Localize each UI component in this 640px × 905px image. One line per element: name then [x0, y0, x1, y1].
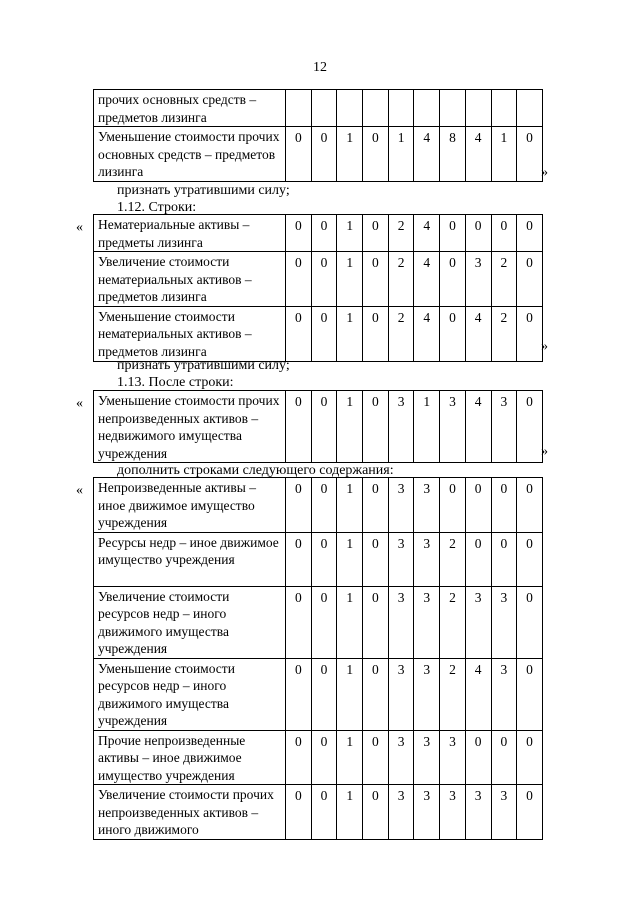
code-digit: 3 [491, 586, 517, 658]
code-digit: 0 [465, 730, 491, 785]
code-digit: 2 [388, 215, 414, 252]
code-digit: 0 [311, 478, 337, 533]
code-digit: 3 [388, 658, 414, 730]
code-digit: 0 [311, 586, 337, 658]
row-name: Увеличение стоимости ресурсов недр – иного движимого имущества учреждения [94, 586, 286, 658]
code-digit: 3 [414, 730, 440, 785]
paragraph-text: дополнить строками следующего содержания: [117, 463, 394, 478]
code-digit: 0 [517, 730, 543, 785]
code-digit [517, 90, 543, 127]
code-digit: 1 [337, 306, 363, 361]
code-digit [388, 90, 414, 127]
code-digit: 1 [337, 391, 363, 463]
table-row [94, 391, 543, 463]
code-digit: 4 [465, 391, 491, 463]
code-digit: 4 [414, 306, 440, 361]
code-digit: 1 [337, 252, 363, 307]
code-digit: 2 [388, 252, 414, 307]
code-digit: 3 [440, 785, 466, 840]
table-row [94, 306, 543, 361]
code-digit: 3 [388, 391, 414, 463]
code-digit: 0 [363, 306, 389, 361]
row-name: прочих основных средств – предметов лизинга [94, 90, 286, 127]
code-digit: 3 [465, 252, 491, 307]
code-digit: 0 [440, 215, 466, 252]
code-digit: 0 [363, 127, 389, 182]
code-digit: 1 [414, 391, 440, 463]
code-digit: 0 [286, 658, 312, 730]
code-digit: 0 [311, 532, 337, 586]
page-number: 12 [313, 60, 327, 75]
code-digit [363, 90, 389, 127]
code-digit: 0 [491, 215, 517, 252]
code-digit: 3 [414, 658, 440, 730]
code-digit: 3 [465, 785, 491, 840]
row-name: Уменьшение стоимости ресурсов недр – иного движимого имущества учреждения [94, 658, 286, 730]
code-digit: 4 [414, 215, 440, 252]
code-digit: 0 [311, 306, 337, 361]
code-digit: 0 [363, 730, 389, 785]
code-digit: 0 [286, 532, 312, 586]
code-digit: 0 [517, 478, 543, 533]
code-digit: 1 [337, 730, 363, 785]
code-digit: 3 [388, 785, 414, 840]
code-digit: 1 [337, 215, 363, 252]
code-digit [491, 90, 517, 127]
code-digit: 8 [440, 127, 466, 182]
table-movable-property-rows [93, 477, 543, 840]
opening-quote: « [76, 220, 83, 235]
table-row [94, 730, 543, 785]
code-digit: 0 [311, 215, 337, 252]
row-name: Нематериальные активы – предметы лизинга [94, 215, 286, 252]
table-row [94, 785, 543, 840]
code-digit: 0 [517, 306, 543, 361]
row-name: Прочие непроизведенные активы – иное движимое имущество учреждения [94, 730, 286, 785]
code-digit: 1 [337, 785, 363, 840]
code-digit: 3 [414, 586, 440, 658]
row-name: Увеличение стоимости нематериальных активов – предметов лизинга [94, 252, 286, 307]
table-row [94, 252, 543, 307]
code-digit: 0 [491, 730, 517, 785]
code-digit: 0 [440, 478, 466, 533]
code-digit [286, 90, 312, 127]
code-digit: 3 [388, 730, 414, 785]
code-digit: 0 [286, 391, 312, 463]
opening-quote: « [76, 396, 83, 411]
row-name: Уменьшение стоимости прочих основных средств – предметов лизинга [94, 127, 286, 182]
code-digit: 3 [440, 391, 466, 463]
code-digit: 0 [311, 391, 337, 463]
table-row [94, 90, 543, 127]
code-digit: 1 [388, 127, 414, 182]
code-digit: 1 [491, 127, 517, 182]
code-digit: 0 [286, 586, 312, 658]
code-digit: 0 [311, 785, 337, 840]
code-digit: 0 [286, 785, 312, 840]
paragraph-text: признать утратившими силу; [117, 358, 290, 373]
paragraph-text: признать утратившими силу; [117, 183, 290, 198]
code-digit: 2 [388, 306, 414, 361]
code-digit: 0 [311, 658, 337, 730]
code-digit: 0 [311, 730, 337, 785]
code-digit: 0 [465, 478, 491, 533]
code-digit: 0 [286, 215, 312, 252]
table-row [94, 532, 543, 586]
closing-quote: » [541, 444, 548, 459]
code-digit [440, 90, 466, 127]
code-digit: 0 [363, 532, 389, 586]
table-row [94, 658, 543, 730]
code-digit: 2 [491, 306, 517, 361]
clause-heading: 1.13. После строки: [117, 375, 234, 390]
code-digit: 1 [337, 478, 363, 533]
code-digit: 0 [286, 306, 312, 361]
clause-heading: 1.12. Строки: [117, 200, 197, 215]
code-digit: 3 [414, 785, 440, 840]
code-digit: 1 [337, 532, 363, 586]
code-digit: 0 [363, 658, 389, 730]
code-digit: 0 [491, 478, 517, 533]
code-digit: 0 [311, 252, 337, 307]
code-digit: 0 [363, 785, 389, 840]
code-digit: 0 [363, 215, 389, 252]
code-digit: 3 [388, 532, 414, 586]
code-digit: 0 [517, 658, 543, 730]
code-digit [465, 90, 491, 127]
code-digit: 0 [517, 586, 543, 658]
code-digit [311, 90, 337, 127]
code-digit: 3 [491, 785, 517, 840]
code-digit: 4 [465, 658, 491, 730]
code-digit: 3 [388, 478, 414, 533]
row-name: Непроизведенные активы – иное движимое имущество учреждения [94, 478, 286, 533]
code-digit: 0 [311, 127, 337, 182]
code-digit: 0 [363, 252, 389, 307]
code-digit [414, 90, 440, 127]
row-name: Уменьшение стоимости нематериальных активов – предметов лизинга [94, 306, 286, 361]
code-digit: 3 [491, 391, 517, 463]
table-non-produced-assets-reduction [93, 390, 543, 463]
code-digit: 0 [465, 532, 491, 586]
code-digit: 3 [414, 478, 440, 533]
code-digit: 1 [337, 127, 363, 182]
code-digit: 0 [465, 215, 491, 252]
code-digit: 2 [491, 252, 517, 307]
code-digit: 0 [286, 478, 312, 533]
code-digit: 0 [286, 730, 312, 785]
code-digit: 4 [465, 306, 491, 361]
code-digit: 2 [440, 532, 466, 586]
row-name: Увеличение стоимости прочих непроизведенных активов – иного движимого [94, 785, 286, 840]
code-digit: 2 [440, 658, 466, 730]
code-digit: 3 [491, 658, 517, 730]
code-digit: 0 [517, 127, 543, 182]
table-leasing-fixed-assets [93, 89, 543, 182]
code-digit: 0 [363, 586, 389, 658]
table-intangible-assets [93, 214, 543, 362]
code-digit: 3 [465, 586, 491, 658]
code-digit: 0 [517, 391, 543, 463]
row-name: Ресурсы недр – иное движимое имущество учреждения [94, 532, 286, 586]
table-row [94, 127, 543, 182]
table-row [94, 586, 543, 658]
closing-quote: » [541, 165, 548, 180]
code-digit: 4 [414, 252, 440, 307]
code-digit: 0 [517, 252, 543, 307]
code-digit: 0 [517, 215, 543, 252]
opening-quote: « [76, 483, 83, 498]
row-name: Уменьшение стоимости прочих непроизведенных активов – недвижимого имущества учреждения [94, 391, 286, 463]
code-digit: 4 [414, 127, 440, 182]
closing-quote: » [541, 339, 548, 354]
code-digit: 0 [517, 785, 543, 840]
code-digit: 0 [286, 252, 312, 307]
code-digit: 2 [440, 586, 466, 658]
code-digit: 3 [388, 586, 414, 658]
code-digit: 0 [517, 532, 543, 586]
code-digit: 3 [414, 532, 440, 586]
table-row [94, 478, 543, 533]
code-digit: 0 [440, 252, 466, 307]
code-digit [337, 90, 363, 127]
table-row [94, 215, 543, 252]
code-digit: 1 [337, 586, 363, 658]
code-digit: 3 [440, 730, 466, 785]
code-digit: 0 [286, 127, 312, 182]
code-digit: 0 [491, 532, 517, 586]
code-digit: 0 [363, 391, 389, 463]
code-digit: 4 [465, 127, 491, 182]
code-digit: 0 [363, 478, 389, 533]
code-digit: 0 [440, 306, 466, 361]
code-digit: 1 [337, 658, 363, 730]
